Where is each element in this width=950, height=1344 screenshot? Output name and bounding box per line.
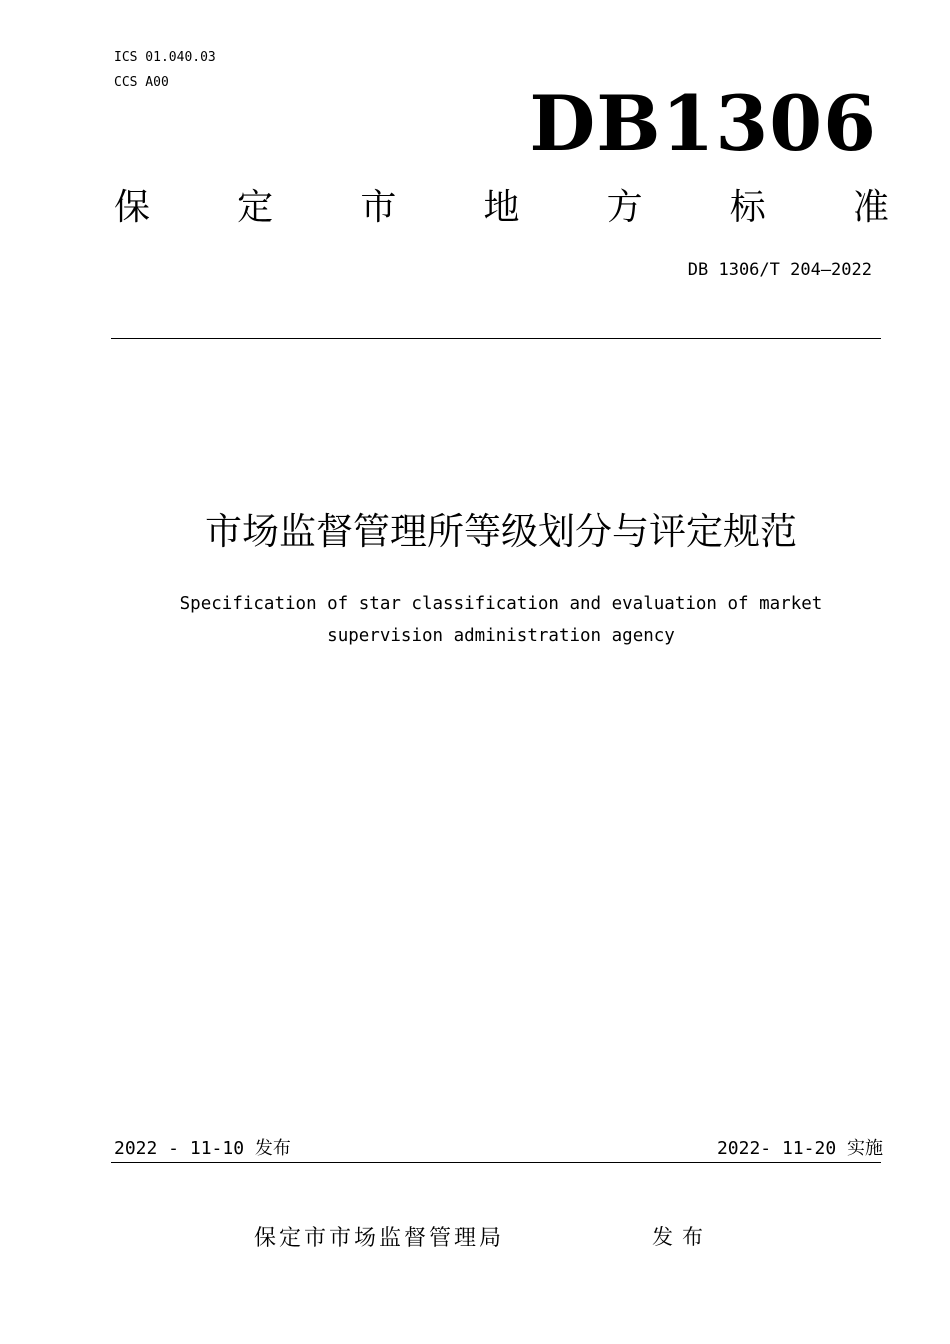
document-title-english-line-1: Specification of star classification and evaluation of market [179,594,823,614]
standard-type-char: 地 [483,187,520,228]
standard-number: DB 1306/T 204—2022 [687,260,872,280]
document-title-chinese: 市场监督管理所等级划分与评定规范 [205,510,797,553]
ics-code: ICS 01.040.03 [114,50,216,65]
standard-code-logo: DB1306 [529,79,877,168]
date-divider [111,1162,881,1163]
standard-type-char: 定 [237,187,274,228]
standard-type-char: 准 [852,187,889,228]
standard-type-heading [114,185,889,231]
issue-date: 2022 - 11-10 发布 [114,1138,291,1159]
header-divider [111,338,881,339]
standard-type-char: 方 [606,187,643,228]
issuing-authority: 保定市市场监督管理局 [254,1226,505,1251]
standard-type-char: 市 [360,187,397,228]
implementation-date: 2022- 11-20 实施 [716,1138,883,1159]
ccs-code: CCS A00 [114,75,169,90]
standard-type-char: 保 [114,187,151,228]
issue-label: 发布 [652,1225,712,1249]
document-title-english-line-2: supervision administration agency [327,626,675,646]
standard-type-char: 标 [729,187,766,228]
